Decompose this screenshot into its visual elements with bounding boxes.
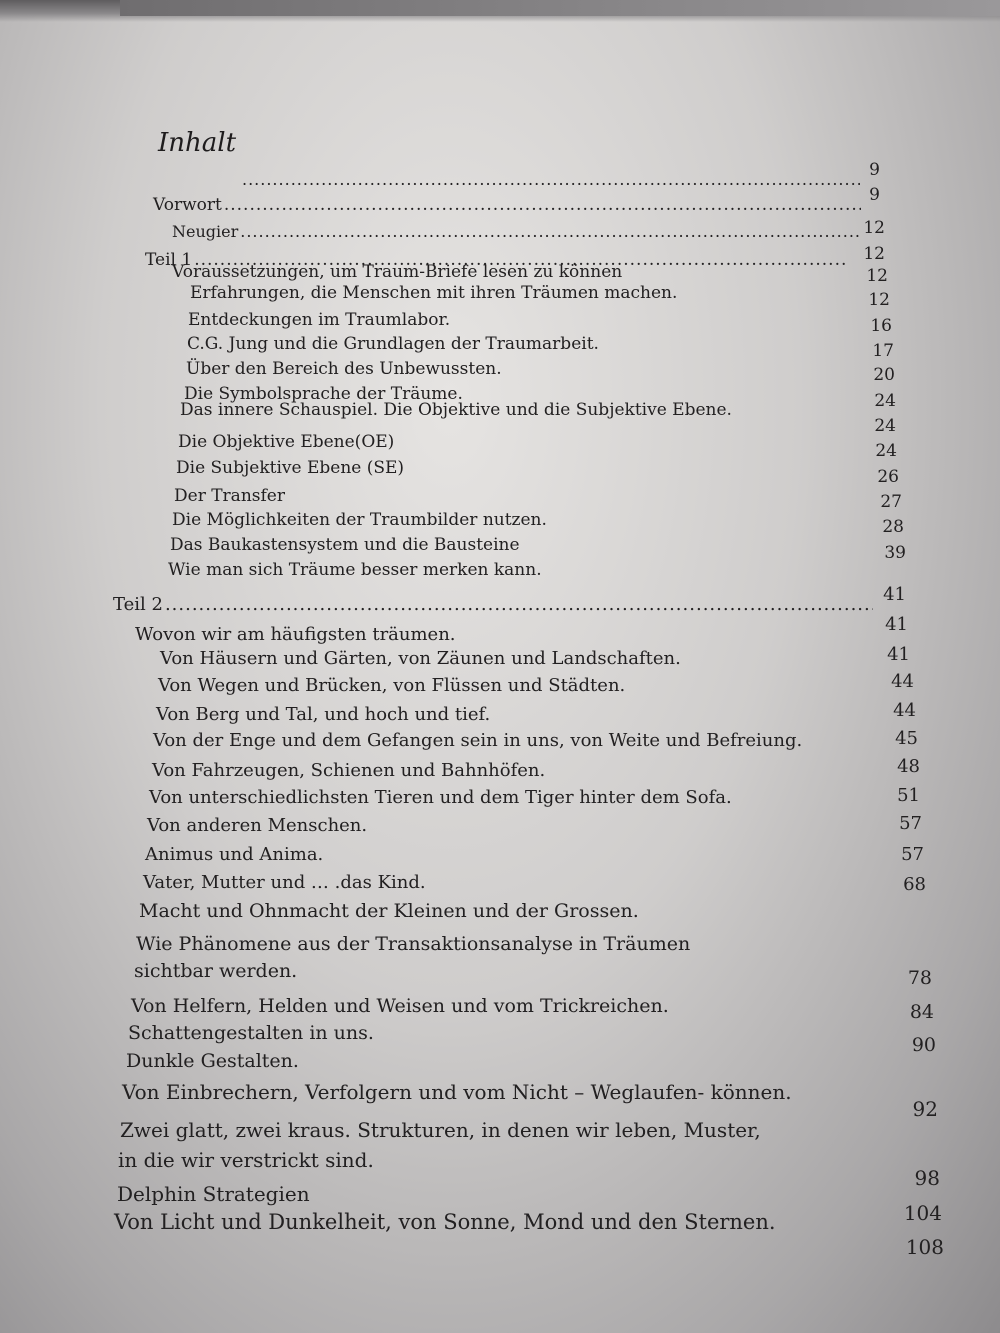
- leader-dots: [242, 170, 860, 189]
- toc-page-number: 108: [905, 1235, 944, 1259]
- toc-page-number: 51: [897, 785, 920, 806]
- toc-page-number: 26: [877, 467, 899, 487]
- toc-entry: Die Subjektive Ebene (SE): [176, 458, 405, 478]
- toc-entry: Vater, Mutter und … .das Kind.: [143, 872, 426, 893]
- toc-page-number: 9: [869, 185, 880, 205]
- toc-title: Inhalt: [158, 128, 237, 158]
- toc-page-number: 104: [903, 1201, 942, 1225]
- leader-dots: [240, 222, 860, 241]
- toc-entry: Von Helfern, Helden und Weisen und vom Trickreichen.: [131, 995, 669, 1017]
- toc-entry: Macht und Ohnmacht der Kleinen und der Grossen.: [139, 900, 639, 922]
- toc-entry: Von Licht und Dunkelheit, von Sonne, Mond und den Sternen.: [114, 1210, 776, 1234]
- toc-entry: sichtbar werden.: [134, 960, 298, 982]
- toc-entry: Animus und Anima.: [145, 844, 324, 865]
- toc-entry: Zwei glatt, zwei kraus. Strukturen, in denen wir leben, Muster,: [120, 1118, 761, 1142]
- leader-dots: [224, 195, 861, 215]
- toc-entry: Der Transfer: [174, 486, 285, 506]
- toc-entry: Schattengestalten in uns.: [128, 1022, 374, 1044]
- toc-entry: Die Möglichkeiten der Traumbilder nutzen.: [172, 510, 547, 530]
- toc-page-number: 20: [873, 365, 895, 385]
- toc-page-number: 44: [891, 671, 914, 692]
- toc-entry: Von Häusern und Gärten, von Zäunen und Landschaften.: [160, 648, 681, 669]
- toc-entry: Wie Phänomene aus der Transaktionsanalyse in Träumen: [136, 933, 691, 955]
- toc-entry-text: Teil 2: [113, 594, 163, 615]
- toc-page-number: 78: [907, 967, 932, 989]
- toc-page-number: 57: [901, 844, 924, 865]
- toc-entry: Voraussetzungen, um Traum-Briefe lesen zu können: [172, 262, 623, 282]
- toc-entry-neugier: [172, 222, 862, 241]
- toc-page-number: 41: [883, 584, 906, 605]
- toc-page-number: 45: [895, 728, 918, 749]
- toc-page-number: 84: [909, 1001, 934, 1023]
- toc-page-number: 12: [863, 244, 885, 264]
- toc-entry: Das Baukastensystem und die Bausteine: [170, 535, 520, 555]
- toc-page-number: 28: [882, 517, 904, 537]
- toc-page-number: 12: [868, 290, 890, 310]
- toc-entry: Von anderen Menschen.: [147, 815, 368, 836]
- toc-entry: C.G. Jung und die Grundlagen der Traumarbeit.: [187, 334, 599, 354]
- toc-page-number: 17: [872, 341, 894, 361]
- toc-entry: Erfahrungen, die Menschen mit ihren Träumen machen.: [190, 283, 678, 303]
- toc-page-number: 44: [893, 700, 916, 721]
- toc-entry: Von der Enge und dem Gefangen sein in uns, von Weite und Befreiung.: [153, 730, 803, 751]
- toc-page-number: 24: [875, 441, 897, 461]
- toc-entry: Von Fahrzeugen, Schienen und Bahnhöfen.: [152, 760, 546, 781]
- toc-page-number: 41: [887, 644, 910, 665]
- toc-leader-line: [240, 170, 862, 189]
- toc-entry-text: Neugier: [172, 222, 239, 241]
- toc-entry: Von Wegen und Brücken, von Flüssen und Städten.: [158, 675, 626, 696]
- toc-entry: Wovon wir am häufigsten träumen.: [135, 624, 456, 645]
- toc-entry-vorwort: [153, 195, 863, 215]
- toc-page-number: 98: [914, 1166, 940, 1190]
- toc-entry: Wie man sich Träume besser merken kann.: [168, 560, 542, 580]
- toc-entry: Von Einbrechern, Verfolgern und vom Nicht – Weglaufen- können.: [122, 1080, 792, 1104]
- toc-entry: Die Objektive Ebene(OE): [178, 432, 395, 452]
- toc-page-number: 24: [874, 391, 896, 411]
- toc-page-number: 24: [874, 416, 896, 436]
- toc-entry: Das innere Schauspiel. Die Objektive und die Subjektive Ebene.: [180, 400, 732, 420]
- toc-page-number: 9: [869, 160, 880, 180]
- toc-page-number: 12: [863, 218, 885, 238]
- toc-entry: Die Symbolsprache der Träume.: [184, 384, 463, 404]
- toc-entry: Dunkle Gestalten.: [126, 1050, 299, 1072]
- toc-entry: in die wir verstrickt sind.: [118, 1148, 374, 1172]
- leader-dots: [165, 594, 873, 615]
- toc-page-number: 16: [870, 316, 892, 336]
- toc-page-number: 12: [866, 266, 888, 286]
- toc-entry-teil-2: [113, 594, 875, 615]
- toc-page-number: 39: [884, 543, 906, 563]
- toc-entry-text: Teil 1: [145, 250, 193, 270]
- toc-entry: Von Berg und Tal, und hoch und tief.: [156, 704, 491, 725]
- toc-page-number: 57: [899, 813, 922, 834]
- toc-page-number: 92: [912, 1097, 938, 1121]
- toc-entry: Über den Bereich des Unbewussten.: [186, 359, 502, 379]
- toc-page-number: 68: [903, 874, 926, 895]
- toc-entry: Von unterschiedlichsten Tieren und dem Tiger hinter dem Sofa.: [149, 787, 732, 808]
- toc-entry-text: Vorwort: [153, 195, 222, 215]
- toc-entry: Entdeckungen im Traumlabor.: [188, 310, 451, 330]
- toc-page-number: 90: [911, 1034, 936, 1056]
- toc-page-number: 41: [885, 614, 908, 635]
- toc-page-number: 27: [880, 492, 902, 512]
- toc-entry: Delphin Strategien: [117, 1182, 310, 1206]
- toc-page-number: 48: [897, 756, 920, 777]
